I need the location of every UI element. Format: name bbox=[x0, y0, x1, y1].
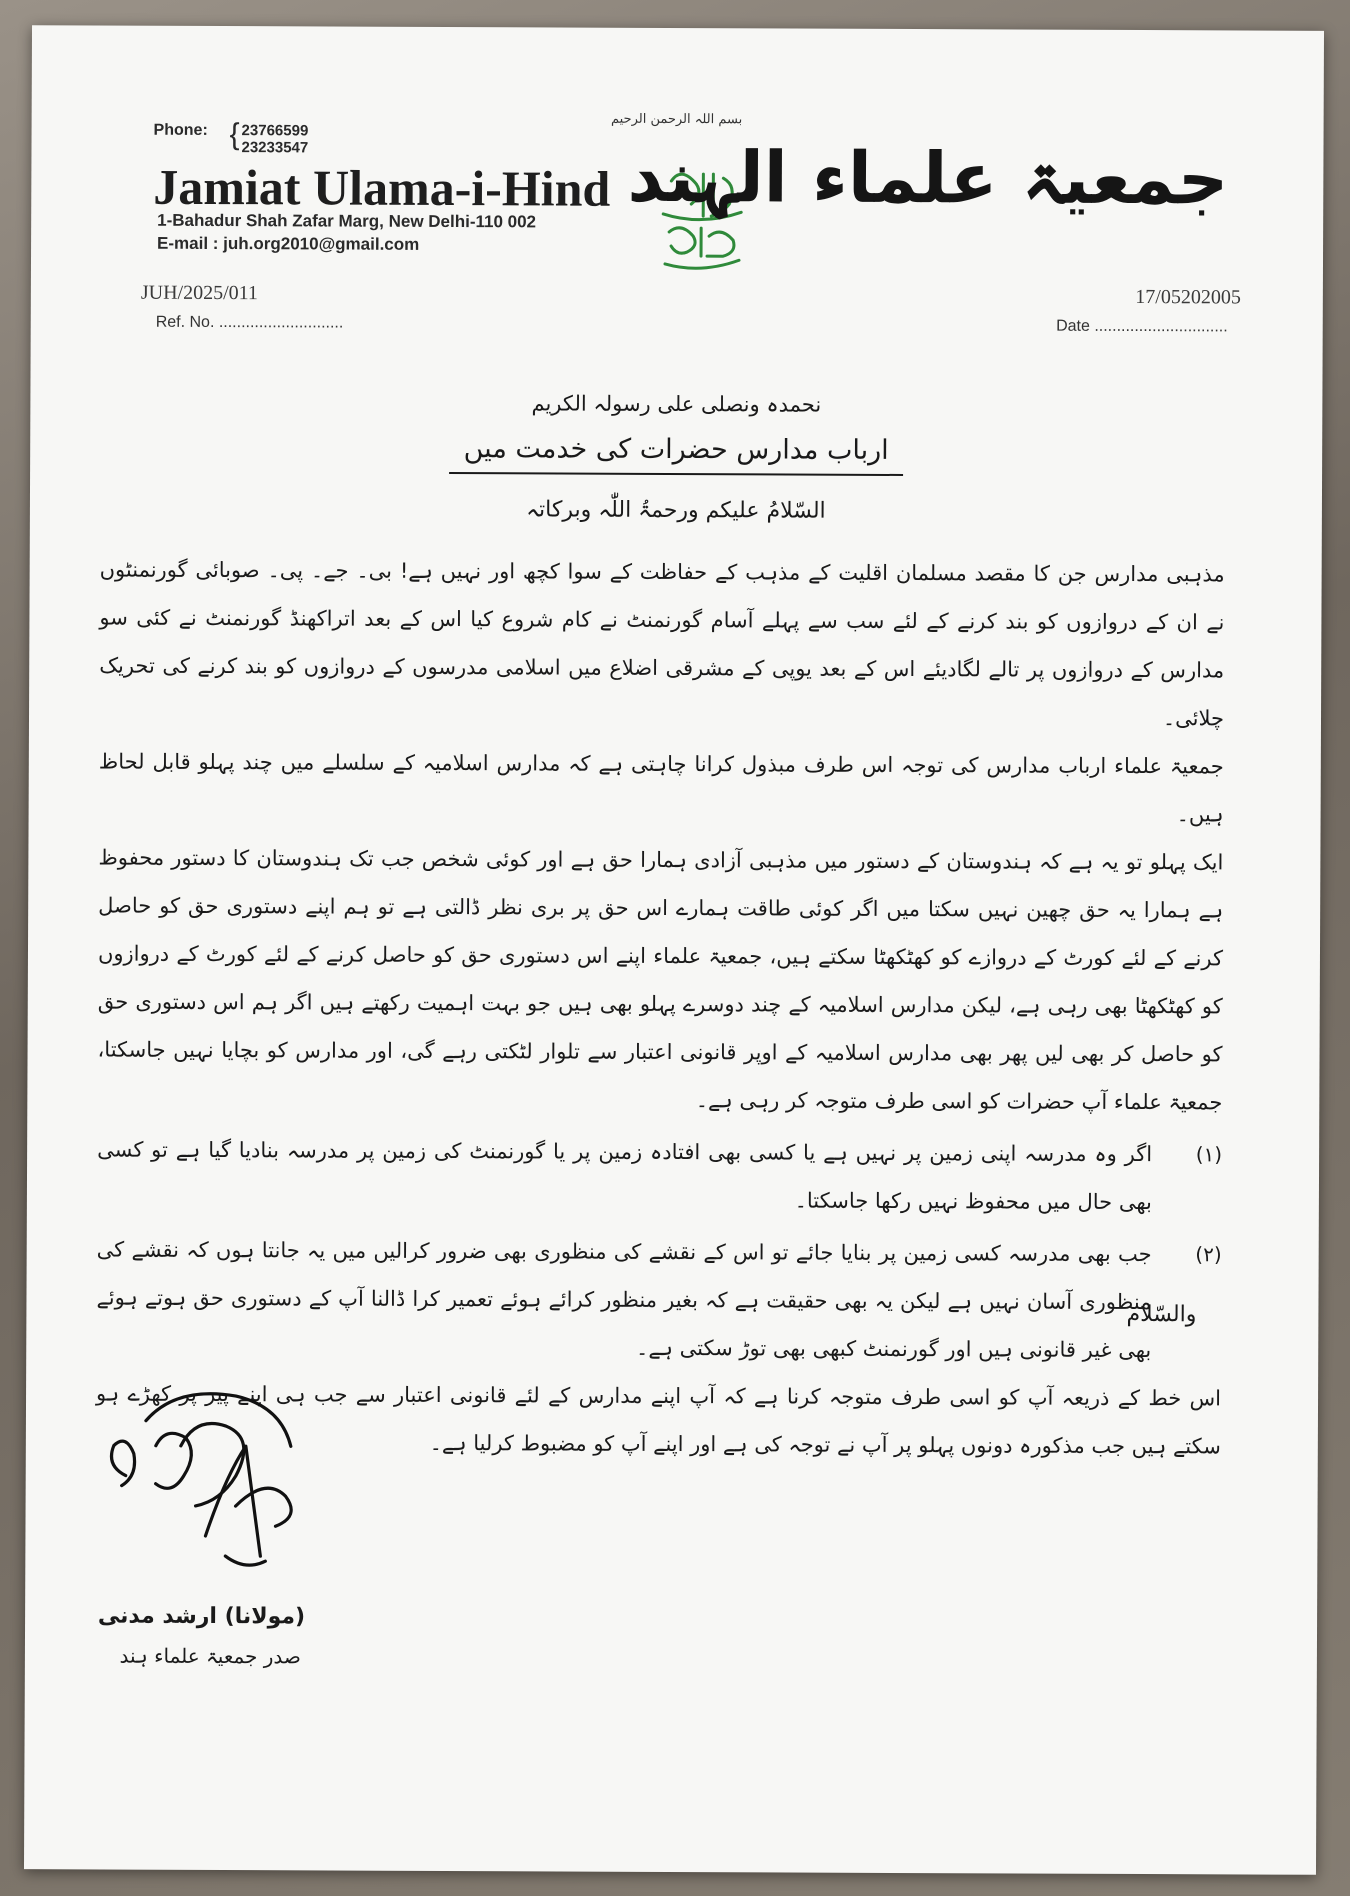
closing-salutation: والسّلام bbox=[1126, 1301, 1197, 1328]
paragraph-intro: مذہبی مدارس جن کا مقصد مسلمان اقلیت کے مذہب کے حفاظت کے سوا کچھ اور نہیں ہے! بی۔ جے۔ پی۔ صوبائی گورنمنٹوں نے ان کے دروازوں کو بند کرنے کے لئے سب سے پہلے آسام گورنمنٹ نے کام شروع کیا اس کے بعد اتراکھنڈ گورنمنٹ نے کئی سو مدارس کے دروازوں پر تالے لگادیئے اس کے بعد یوپی کے مشرقی اضلاع میں اسلامی مدرسوں کے دروازوں کو بند کرنے کی تحریک چلائی۔ bbox=[99, 557, 1225, 731]
phone-label: Phone: bbox=[153, 121, 208, 139]
phone-number-2: 23233547 bbox=[241, 139, 309, 157]
list-item bbox=[97, 1125, 1222, 1226]
phone-numbers bbox=[241, 122, 308, 156]
signatory-name: (مولانا) ارشد مدنی bbox=[97, 1603, 306, 1630]
list-item-number: (۲) bbox=[1195, 1242, 1222, 1267]
list-item-text: جب بھی مدرسہ کسی زمین پر بنایا جائے تو اس کے نقشے کی منظوری بھی ضرور کرالیں میں یہ جانتا ہوں کہ نقشے کی منظوری آسان نہیں ہے لیکن یہ بھی حقیقت ہے کہ بغیر منظور کرائے ہوئے تعمیر کرا ڈالنا آپ کے دستوری حق ہوتے ہوئے بھی غیر قانونی ہیں اور گورنمنٹ کبھی بھی توڑ سکتی ہے۔ bbox=[96, 1237, 1152, 1363]
handwritten-ref-number: JUH/2025/011 bbox=[140, 281, 258, 305]
signatory-designation: صدر جمعیۃ علماء ہند bbox=[119, 1643, 301, 1669]
greeting-salaam: السّلامُ علیکم ورحمۃُ اللّٰہ وبرکاتہ bbox=[526, 497, 826, 524]
signature-stroke-4 bbox=[205, 1446, 260, 1556]
letter-title-text: ارباب مدارس حضرات کی خدمت میں bbox=[450, 433, 903, 476]
list-item-number: (۱) bbox=[1195, 1142, 1223, 1167]
handwritten-date: 17/05202005 bbox=[1135, 286, 1241, 309]
brace-glyph: { bbox=[229, 118, 240, 152]
ref-number-line: Ref. No. ............................ bbox=[155, 313, 344, 332]
list-item-text: اگر وہ مدرسہ اپنی زمین پر نہیں ہے یا کسی بھی افتادہ زمین پر یا گورنمنٹ کی زمین پر مدرسہ بنادیا گیا ہے تو کسی بھی حال میں محفوظ نہیں رکھا جاسکتا۔ bbox=[97, 1137, 1153, 1215]
paragraph-first-aspect: ایک پہلو تو یہ ہے کہ ہندوستان کے دستور میں مذہبی آزادی ہمارا حق ہے اور کوئی شخص جب تک ہندوستان کا دستور محفوظ ہے ہمارا یہ حق چھین نہیں سکتا میں اگر کوئی طاقت ہمارے اس حق پر بری نظر ڈالتی ہے تو ہم اپنے دستوری حق کو حاصل کرنے کے لئے کورٹ کے دروازے کو کھٹکھٹا سکتے ہیں، جمعیۃ علماء اپنے اس دستوری حق کو حاصل کرنے کے لئے کورٹ کے دروازوں کو کھٹکھٹا بھی رہی ہے، لیکن مدارس اسلامیہ کے چند دوسرے پہلو بھی ہیں جو بہت اہمیت رکھتے ہیں اگر ہم اس دستوری حق کو حاصل کر بھی لیں پھر بھی مدارس اسلامیہ کے اوپر قانونی اعتبار سے تلوار لٹکتی رہے گی، اور مدارس کو بچایا نہیں جاسکتا، جمعیۃ علماء آپ حضرات کو اسی طرف متوجہ کر رہی ہے۔ bbox=[97, 845, 1224, 1115]
letter-title bbox=[30, 431, 1322, 468]
org-name-urdu: جمعیۃ علماء الہند bbox=[627, 135, 1229, 221]
praise-line: نحمدہ ونصلی علی رسولہ الکریم bbox=[531, 391, 822, 417]
org-name-english: Jamiat Ulama-i-Hind bbox=[153, 158, 611, 217]
signature-stroke-7 bbox=[146, 1393, 291, 1446]
emblem-stroke-6 bbox=[669, 228, 695, 253]
org-address: 1-Bahadur Shah Zafar Marg, New Delhi-110 002 bbox=[157, 210, 537, 232]
bismillah-calligraphy: بسم اللہ الرحمن الرحیم bbox=[610, 111, 743, 128]
paragraph-conclusion: اس خط کے ذریعہ آپ کو اسی طرف متوجہ کرنا ہے کہ آپ اپنے مدارس کے لئے قانونی اعتبار سے جب ہی اپنے پیر پر کھڑے ہو سکتے ہیں جب مذکورہ دونوں پہلو پر آپ نے توجہ کی ہے اور اپنے آپ کو مضبوط کرلیا ہے۔ bbox=[96, 1381, 1222, 1459]
letter-page bbox=[24, 25, 1324, 1875]
signature-stroke-1 bbox=[111, 1441, 134, 1486]
emblem-stroke-8 bbox=[707, 232, 734, 256]
phone-number-1: 23766599 bbox=[241, 122, 309, 140]
signature-stroke-5 bbox=[235, 1488, 291, 1526]
signature-stroke-2 bbox=[156, 1433, 192, 1488]
signature bbox=[85, 1325, 326, 1606]
date-line: Date .............................. bbox=[1056, 317, 1228, 336]
org-email: E-mail : juh.org2010@gmail.com bbox=[157, 233, 420, 254]
emblem-stroke-9 bbox=[665, 260, 739, 268]
paragraph-attention: جمعیۃ علماء ارباب مدارس کی توجہ اس طرف مبذول کرانا چاہتی ہے کہ مدارس اسلامیہ کے سلسلے میں چند پہلو قابل لحاظ ہیں۔ bbox=[98, 749, 1224, 827]
